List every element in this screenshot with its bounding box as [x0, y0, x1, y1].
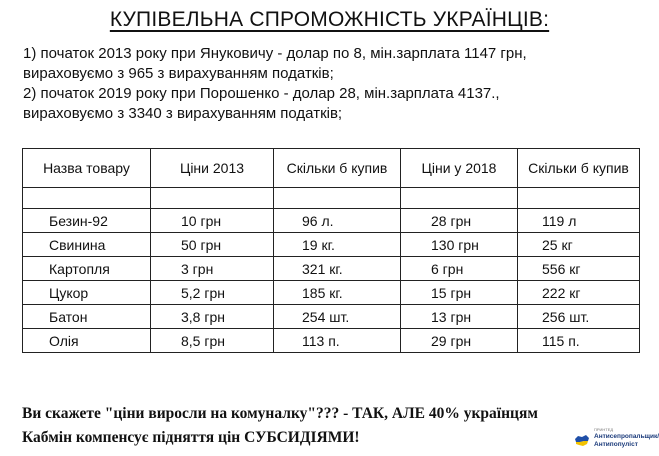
table-row [23, 233, 640, 257]
empty-cell [274, 188, 401, 209]
price-2018-cell: 130 грн [401, 233, 518, 257]
quantity-2018-cell: 115 п. [518, 329, 640, 353]
column-header: Ціни у 2018 [401, 149, 518, 188]
page-title: КУПІВЕЛЬНА СПРОМОЖНІСТЬ УКРАЇНЦІВ: [109, 8, 550, 31]
quantity-2018-cell: 556 кг [518, 257, 640, 281]
column-header: Скільки б купив [274, 149, 401, 188]
table-row [23, 209, 640, 233]
empty-cell [23, 188, 151, 209]
column-header: Назва товару [23, 149, 151, 188]
column-header: Ціни 2013 [151, 149, 274, 188]
credit-name [594, 433, 659, 449]
quantity-2013-cell: 185 кг. [274, 281, 401, 305]
table-row [23, 257, 640, 281]
price-2018-cell: 29 грн [401, 329, 518, 353]
price-2013-cell: 50 грн [151, 233, 274, 257]
product-name-cell: Свинина [23, 233, 151, 257]
watermark-credit [574, 424, 658, 454]
price-2018-cell: 15 грн [401, 281, 518, 305]
footer-text [22, 402, 562, 450]
table-row [23, 281, 640, 305]
price-2018-cell: 13 грн [401, 305, 518, 329]
price-2013-cell: 10 грн [151, 209, 274, 233]
column-header: Скільки б купив [518, 149, 640, 188]
quantity-2018-cell: 119 л [518, 209, 640, 233]
intro-line-1: 1) початок 2013 року при Януковичу - долар по 8, мін.зарплата 1147 грн, [23, 45, 527, 62]
credit-name-line-1: Антисепропальщик/ [594, 433, 659, 440]
intro-line-4: вираховуємо з 3340 з вирахуванням податків; [23, 105, 343, 122]
quantity-2013-cell: 254 шт. [274, 305, 401, 329]
product-name-cell: Цукор [23, 281, 151, 305]
price-2013-cell: 5,2 грн [151, 281, 274, 305]
footer-line-2: Кабмін компенсує підняття цін СУБСИДІЯМИ! [22, 429, 360, 446]
quantity-2018-cell: 25 кг [518, 233, 640, 257]
table-spacer-row [23, 188, 640, 209]
table-header-row [23, 149, 640, 188]
price-2018-cell: 28 грн [401, 209, 518, 233]
credit-name-line-2: Антипопуліст [594, 441, 638, 448]
intro-line-3: 2) початок 2019 року при Порошенко - долар 28, мін.зарплата 4137., [23, 85, 500, 102]
price-2013-cell: 3,8 грн [151, 305, 274, 329]
product-name-cell: Безин-92 [23, 209, 151, 233]
product-name-cell: Олія [23, 329, 151, 353]
price-2013-cell: 3 грн [151, 257, 274, 281]
quantity-2013-cell: 19 кг. [274, 233, 401, 257]
empty-cell [151, 188, 274, 209]
prices-table [22, 148, 640, 353]
table-row [23, 329, 640, 353]
price-2018-cell: 6 грн [401, 257, 518, 281]
price-2013-cell: 8,5 грн [151, 329, 274, 353]
ukraine-map-logo-icon [574, 433, 590, 449]
quantity-2018-cell: 256 шт. [518, 305, 640, 329]
empty-cell [518, 188, 640, 209]
quantity-2013-cell: 113 п. [274, 329, 401, 353]
intro-line-2: вираховуємо з 965 з вирахуванням податків; [23, 65, 334, 82]
quantity-2013-cell: 321 кг. [274, 257, 401, 281]
quantity-2013-cell: 96 л. [274, 209, 401, 233]
quantity-2018-cell: 222 кг [518, 281, 640, 305]
intro-text [23, 44, 643, 124]
credit-tag: ПРИНТЕД [594, 427, 614, 432]
table-row [23, 305, 640, 329]
footer-line-1: Ви скажете "ціни виросли на комуналку"??? - ТАК, АЛЕ 40% українцям [22, 405, 538, 422]
product-name-cell: Батон [23, 305, 151, 329]
product-name-cell: Картопля [23, 257, 151, 281]
empty-cell [401, 188, 518, 209]
